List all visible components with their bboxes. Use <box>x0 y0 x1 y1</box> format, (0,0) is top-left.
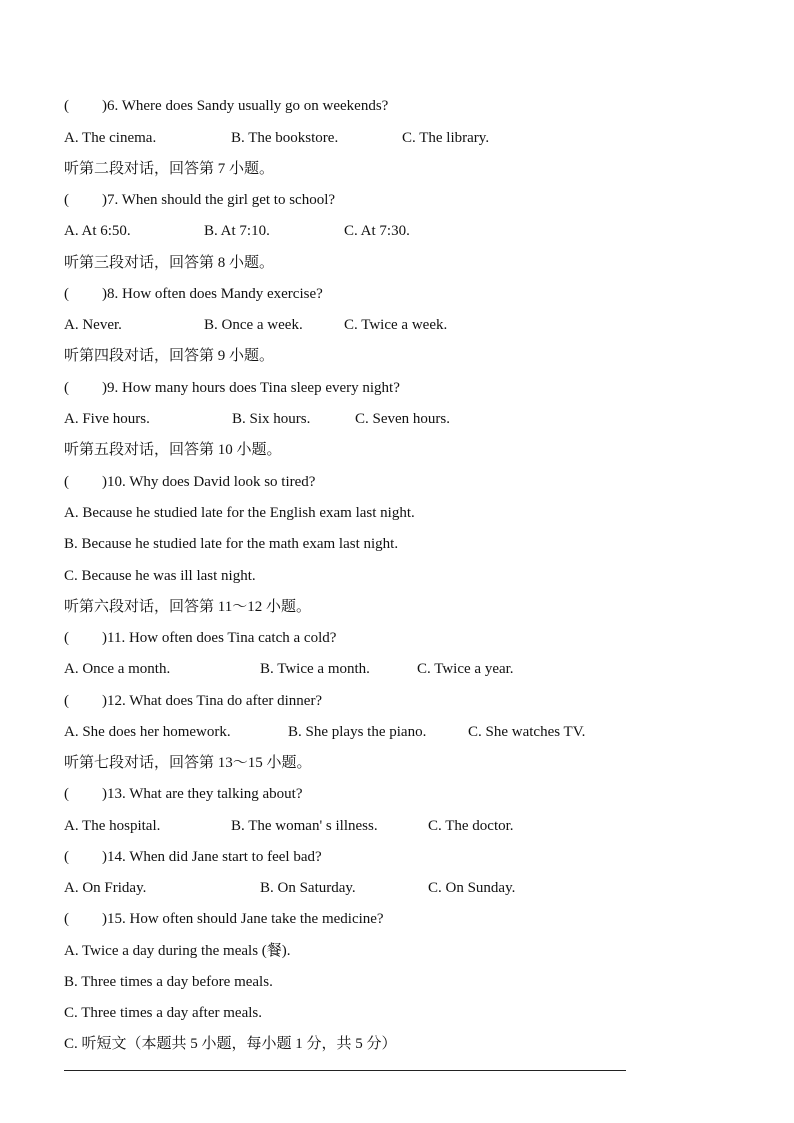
option-a: A. The cinema. <box>64 130 157 146</box>
section-instruction: 听第二段对话，回答第 7 小题。 <box>64 161 275 177</box>
question-text: )13. What are they talking about? <box>102 786 303 802</box>
question-text: )10. Why does David look so tired? <box>102 474 316 490</box>
section-instruction: 听第四段对话，回答第 9 小题。 <box>64 348 275 364</box>
option-c: C. Because he was ill last night. <box>64 568 256 584</box>
question-text: )14. When did Jane start to feel bad? <box>102 849 322 865</box>
option-b: B. She plays the piano. <box>288 724 427 740</box>
option-a: A. She does her homework. <box>64 724 231 740</box>
option-a: A. At 6:50. <box>64 223 131 239</box>
option-c: C. The library. <box>402 130 490 146</box>
section-instruction: 听第三段对话，回答第 8 小题。 <box>64 255 275 271</box>
section-instruction: 听第七段对话，回答第 13～15 小题。 <box>64 755 312 771</box>
option-a: A. Five hours. <box>64 411 150 427</box>
option-a: A. Never. <box>64 317 122 333</box>
option-a: A. Once a month. <box>64 661 171 677</box>
answer-blank: ( <box>64 911 69 927</box>
option-b: B. Once a week. <box>204 317 303 333</box>
option-b: B. Three times a day before meals. <box>64 974 273 990</box>
answer-blank: ( <box>64 380 69 396</box>
question-text: )11. How often does Tina catch a cold? <box>102 630 337 646</box>
question-text: )8. How often does Mandy exercise? <box>102 286 323 302</box>
question-text: )9. How many hours does Tina sleep every night? <box>102 380 400 396</box>
option-c: C. Seven hours. <box>355 411 450 427</box>
answer-blank: ( <box>64 98 69 114</box>
option-c: C. Three times a day after meals. <box>64 1005 262 1021</box>
answer-blank: ( <box>64 474 69 490</box>
option-c: C. She watches TV. <box>468 724 586 740</box>
option-c: C. Twice a year. <box>417 661 514 677</box>
divider-line <box>64 1070 626 1071</box>
option-b: B. On Saturday. <box>260 880 356 896</box>
answer-blank: ( <box>64 192 69 208</box>
question-text: )15. How often should Jane take the medicine? <box>102 911 384 927</box>
section-c-heading: C. 听短文（本题共 5 小题，每小题 1 分，共 5 分） <box>64 1036 397 1052</box>
option-a: A. The hospital. <box>64 818 161 834</box>
answer-blank: ( <box>64 630 69 646</box>
answer-blank: ( <box>64 693 69 709</box>
answer-blank: ( <box>64 786 69 802</box>
option-b: B. Six hours. <box>232 411 311 427</box>
option-b: B. Because he studied late for the math exam last night. <box>64 536 399 552</box>
answer-blank: ( <box>64 849 69 865</box>
option-b: B. The woman' s illness. <box>231 818 378 834</box>
section-instruction: 听第五段对话，回答第 10 小题。 <box>64 442 282 458</box>
option-a: A. Twice a day during the meals (餐). <box>64 943 291 959</box>
option-b: B. The bookstore. <box>231 130 339 146</box>
answer-blank: ( <box>64 286 69 302</box>
option-c: C. Twice a week. <box>344 317 448 333</box>
option-c: C. The doctor. <box>428 818 514 834</box>
option-c: C. On Sunday. <box>428 880 516 896</box>
option-b: B. Twice a month. <box>260 661 370 677</box>
option-a: A. On Friday. <box>64 880 147 896</box>
question-text: )7. When should the girl get to school? <box>102 192 336 208</box>
question-text: )6. Where does Sandy usually go on weekends? <box>102 98 389 114</box>
option-b: B. At 7:10. <box>204 223 270 239</box>
section-instruction: 听第六段对话，回答第 11～12 小题。 <box>64 599 311 615</box>
option-c: C. At 7:30. <box>344 223 410 239</box>
option-a: A. Because he studied late for the English exam last night. <box>64 505 415 521</box>
question-text: )12. What does Tina do after dinner? <box>102 693 323 709</box>
